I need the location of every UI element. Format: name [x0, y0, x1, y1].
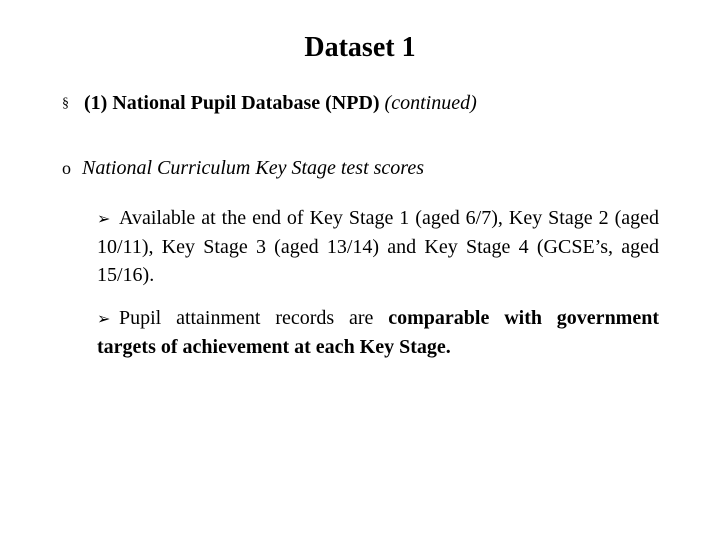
subsection-label: National Curriculum Key Stage test scores [82, 157, 425, 179]
list-item-text: Available at the end of Key Stage 1 (aged 6/7), Key Stage 2 (aged 10/11), Key Stage 3 (aged 13/14) and Key Stage 4 (GCSE’s, aged 15/16). [97, 207, 659, 286]
circle-bullet-icon: o [62, 158, 71, 178]
list-item-bold-text: comparable with government targets of achievement at each Key Stage. [97, 307, 660, 358]
list-item-text: Pupil attainment records are [119, 307, 374, 329]
list-item [97, 304, 659, 361]
arrow-bullet-icon: ➢ [97, 309, 111, 328]
section-label: (1) National Pupil Database (NPD) [84, 92, 380, 114]
square-bullet-icon: § [62, 96, 69, 111]
section-continued-label: (continued) [384, 92, 477, 114]
subsection-heading [62, 155, 424, 181]
arrow-bullet-icon: ➢ [97, 209, 111, 228]
list-item [97, 204, 659, 289]
slide-title: Dataset 1 [304, 32, 416, 63]
section-heading [62, 90, 477, 117]
